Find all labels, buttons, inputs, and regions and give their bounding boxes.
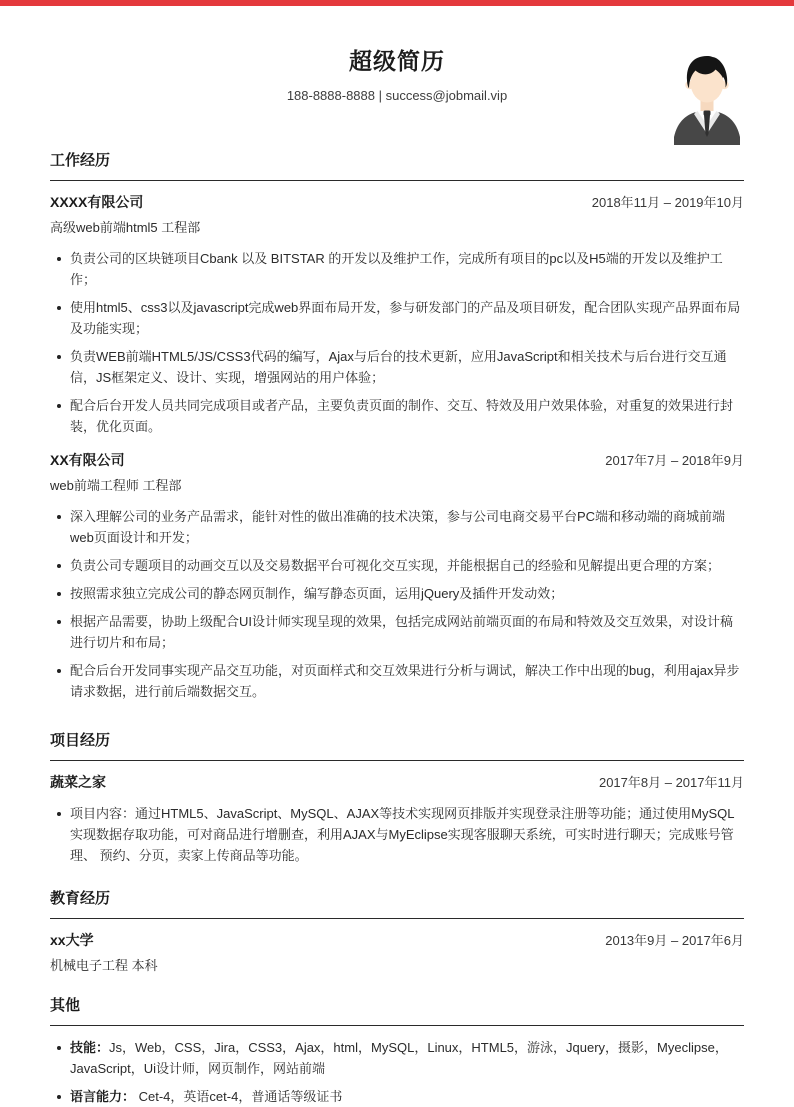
project-name: 蔬菜之家	[50, 774, 106, 790]
bullet-item: 负责公司的区块链项目Cbank 以及 BITSTAR 的开发以及维护工作，完成所有项目的pc以及H5端的开发以及维护工作；	[50, 248, 744, 290]
bullet-item: 深入理解公司的业务产品需求，能针对性的做出准确的技术决策，参与公司电商交易平台PC端和移动端的商城前端web页面设计和开发；	[50, 506, 744, 548]
section-education	[50, 888, 744, 975]
section-work-experience	[50, 150, 744, 702]
language-label: 语言能力：	[70, 1089, 136, 1104]
date-range: 2017年7月 – 2018年9月	[605, 453, 744, 468]
education-entry	[50, 931, 744, 975]
page-title: 超级简历	[349, 48, 445, 74]
date-range: 2017年8月 – 2017年11月	[598, 775, 744, 790]
bullet-list	[50, 248, 744, 437]
avatar	[674, 54, 740, 145]
entry-header-row	[50, 193, 744, 212]
section-heading: 其他	[50, 995, 744, 1026]
language-item	[50, 1086, 744, 1107]
contact-line: 188-8888-8888 | success@jobmail.vip	[286, 88, 508, 103]
bullet-item: 配合后台开发人员共同完成项目或者产品，主要负责页面的制作、交互、特效及用户效果体验，对重复的效果进行封装，优化页面。	[50, 395, 744, 437]
school-name: xx大学	[50, 932, 94, 948]
skills-text: Js，Web，CSS，Jira，CSS3，Ajax，html，MySQL，Linux，HTML5，游泳，Jquery，摄影，Myeclipse，JavaScript，Ui设计师，网页制作，网站前端	[70, 1040, 728, 1076]
section-heading: 项目经历	[50, 730, 744, 761]
section-heading: 工作经历	[50, 150, 744, 181]
entry-header-row	[50, 451, 744, 470]
work-entry	[50, 451, 744, 702]
bullet-item: 负责公司专题项目的动画交互以及交易数据平台可视化交互实现，并能根据自己的经验和见解提出更合理的方案；	[50, 555, 744, 576]
bullet-list	[50, 506, 744, 702]
entry-header-row	[50, 773, 744, 792]
bullet-item: 配合后台开发同事实现产品交互功能，对页面样式和交互效果进行分析与调试，解决工作中出现的bug，利用ajax异步请求数据，进行前后端数据交互。	[50, 660, 744, 702]
major-line: 机械电子工程 本科	[50, 958, 158, 973]
project-entry	[50, 773, 744, 866]
role-line: web前端工程师 工程部	[50, 478, 182, 493]
work-entry	[50, 193, 744, 437]
date-range: 2013年9月 – 2017年6月	[605, 933, 744, 948]
date-range: 2018年11月 – 2019年10月	[591, 195, 744, 210]
section-heading: 教育经历	[50, 888, 744, 919]
skills-label: 技能：	[70, 1040, 110, 1055]
bullet-item: 使用html5、css3以及javascript完成web界面布局开发，参与研发部门的产品及项目研发，配合团队实现产品界面布局及功能实现；	[50, 297, 744, 339]
bullet-list	[50, 1037, 744, 1107]
entry-header-row	[50, 931, 744, 950]
resume-body	[0, 150, 794, 1107]
bullet-item: 负责WEB前端HTML5/JS/CSS3代码的编写，Ajax与后台的技术更新，应用JavaScript和相关技术与后台进行交互通信，JS框架定义、设计、实现，增强网站的用户体验；	[50, 346, 744, 388]
role-line: 高级web前端html5 工程部	[50, 220, 201, 235]
section-project-experience	[50, 730, 744, 866]
male-portrait-icon	[674, 54, 740, 145]
skills-item	[50, 1037, 744, 1079]
company-name: XXXX有限公司	[50, 194, 144, 210]
bullet-item: 项目内容：通过HTML5、JavaScript、MySQL、AJAX等技术实现网页排版并实现登录注册等功能；通过使用MySQL实现数据存取功能，可对商品进行增删查，利用AJAX与MyEclipse实现客服聊天系统，可实时进行聊天；完成账号管理、 预约、分页，卖家上传商品等功能。	[50, 803, 744, 866]
bullet-list	[50, 803, 744, 866]
section-other	[50, 995, 744, 1107]
bullet-item: 根据产品需要，协助上级配合UI设计师实现呈现的效果，包括完成网站前端页面的布局和特效及交互效果，对设计稿进行切片和布局；	[50, 611, 744, 653]
bullet-item: 按照需求独立完成公司的静态网页制作，编写静态页面，运用jQuery及插件开发动效；	[50, 583, 744, 604]
language-text: Cet-4，英语cet-4，普通话等级证书	[135, 1089, 343, 1104]
company-name: XX有限公司	[50, 452, 125, 468]
